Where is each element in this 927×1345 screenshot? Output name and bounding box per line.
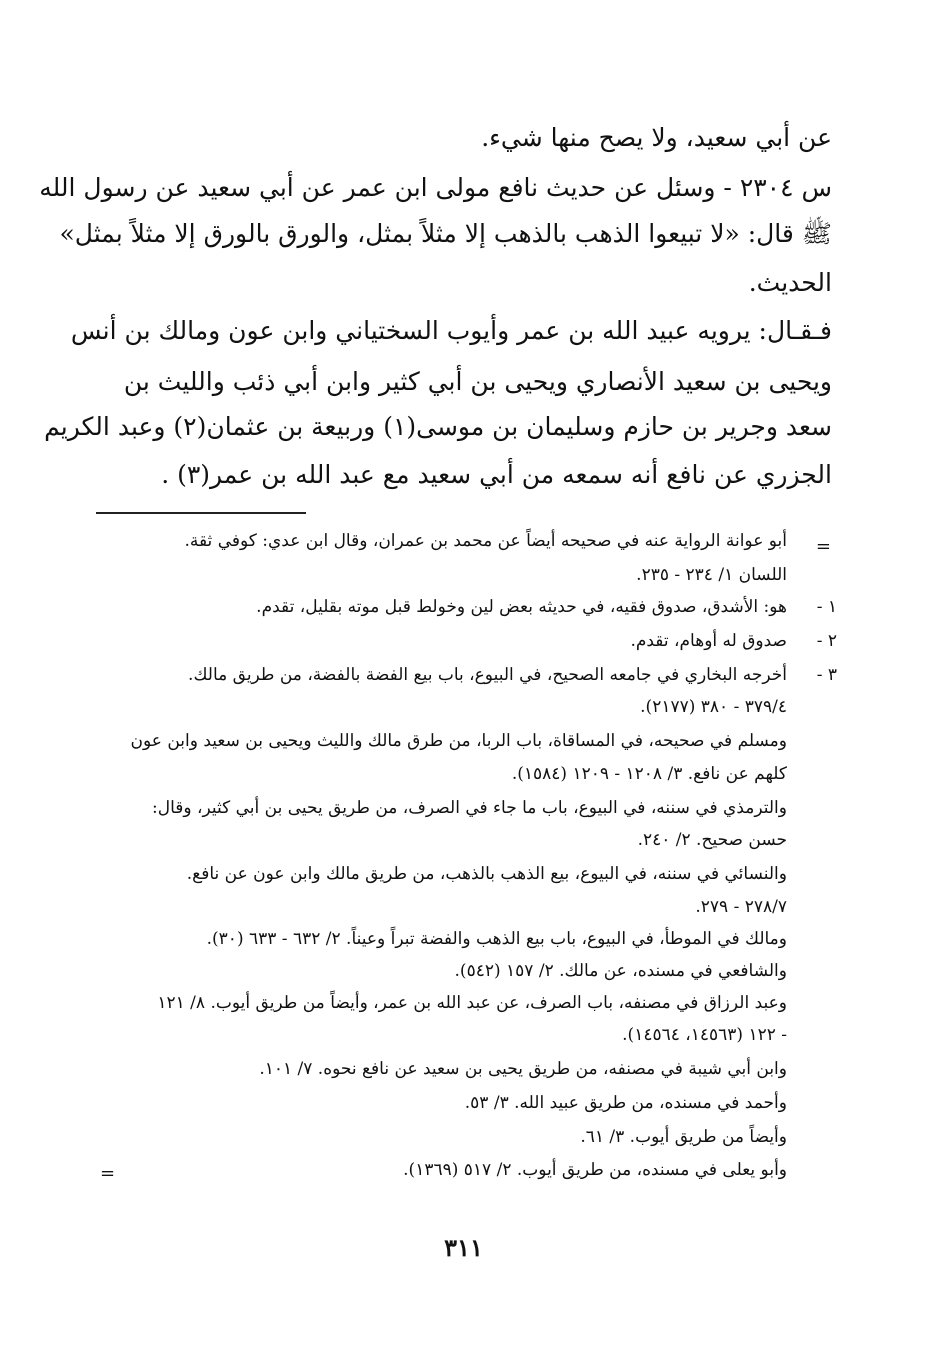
footnote-2: صدوق له أوهام، تقدم. [630, 631, 787, 651]
main-line: ويحيى بن سعيد الأنصاري ويحيى بن أبي كثير وابن أبي ذئب والليث بن [123, 367, 832, 396]
footnote-3-line: - ١٢٢ (١٤٥٦٣، ١٤٥٦٤). [622, 1025, 787, 1045]
footnote-3-line: وابن أبي شيبة في مصنفه، من طريق يحيى بن سعيد عن نافع نحوه. ٧/ ١٠١. [259, 1059, 787, 1079]
footnote-3-line: ومسلم في صحيحه، في المساقاة، باب الربا، من طرق مالك والليث ويحيى بن سعيد وابن عون [130, 731, 787, 751]
footnote-3-line: ٣٧٩/٤ - ٣٨٠ (٢١٧٧). [640, 697, 787, 717]
footnote-number: ١ - [816, 597, 837, 617]
footnote-3-line: والشافعي في مسنده، عن مالك. ٢/ ١٥٧ (٥٤٢). [454, 961, 787, 981]
footnote-3-line: وعبد الرزاق في مصنفه، باب الصرف، عن عبد الله بن عمر، وأيضاً من طريق أيوب. ٨/ ١٢١ [157, 993, 787, 1013]
main-line: الحديث. [748, 268, 832, 297]
footnote-3-line: وأبو يعلى في مسنده، من طريق أيوب. ٢/ ٥١٧ (١٣٦٩). [403, 1160, 787, 1180]
footnote-3-line: أخرجه البخاري في جامعه الصحيح، في البيوع، باب بيع الفضة بالفضة، من طريق مالك. [188, 665, 787, 685]
footnote-number: ٢ - [816, 631, 837, 651]
answer-line: فـقـال: يرويه عبيد الله بن عمر وأيوب السختياني وابن عون ومالك بن أنس [70, 316, 832, 345]
footnote-3-line: كلهم عن نافع. ٣/ ١٢٠٨ - ١٢٠٩ (١٥٨٤). [511, 764, 787, 784]
footnote-3-line: ومالك في الموطأ، في البيوع، باب بيع الذهب والفضة تبراً وعيناً. ٢/ ٦٣٢ - ٦٣٣ (٣٠). [206, 929, 787, 949]
footnote-3-line: والترمذي في سننه، في البيوع، باب ما جاء في الصرف، من طريق يحيى بن أبي كثير، وقال: [152, 798, 787, 818]
footnote-continuation-line: اللسان ١/ ٢٣٤ - ٢٣٥. [636, 565, 787, 585]
main-line: سعد وجرير بن حازم وسليمان بن موسى(١) وربيعة بن عثمان(٢) وعبد الكريم [44, 412, 832, 441]
footnote-number: ٣ - [816, 665, 837, 685]
main-line: الجزري عن نافع أنه سمعه من أبي سعيد مع عبد الله بن عمر(٣) . [161, 460, 832, 489]
continuation-mark: = [815, 536, 831, 557]
main-line: عن أبي سعيد، ولا يصح منها شيء. [481, 123, 832, 152]
page-number: ٣١١ [444, 1233, 483, 1262]
footnote-1: هو: الأشدق، صدوق فقيه، في حديثه بعض لين وخولط قبل موته بقليل، تقدم. [256, 597, 787, 617]
footnote-3-line: حسن صحيح. ٢/ ٢٤٠. [637, 830, 787, 850]
main-line: ﷺ قال: «لا تبيعوا الذهب بالذهب إلا مثلاً بمثل، والورق بالورق إلا مثلاً بمثل» [59, 219, 832, 248]
question-heading: س ٢٣٠٤ - وسئل عن حديث نافع مولى ابن عمر عن أبي سعيد عن رسول الله [39, 173, 832, 202]
footnote-3-line: ٢٧٨/٧ - ٢٧٩. [695, 897, 787, 917]
footnote-3-line: وأحمد في مسنده، من طريق عبيد الله. ٣/ ٥٣. [464, 1093, 787, 1113]
footnote-3-line: والنسائي في سننه، في البيوع، بيع الذهب بالذهب، من طريق مالك وابن عون عن نافع. [186, 864, 787, 884]
footnote-continuation-line: أبو عوانة الرواية عنه في صحيحه أيضاً عن محمد بن عمران، وقال ابن عدي: كوفي ثقة. [184, 531, 787, 551]
footnote-separator [96, 512, 306, 514]
continuation-mark: = [100, 1163, 116, 1184]
footnote-3-line: وأيضاً من طريق أيوب. ٣/ ٦١. [580, 1127, 787, 1147]
